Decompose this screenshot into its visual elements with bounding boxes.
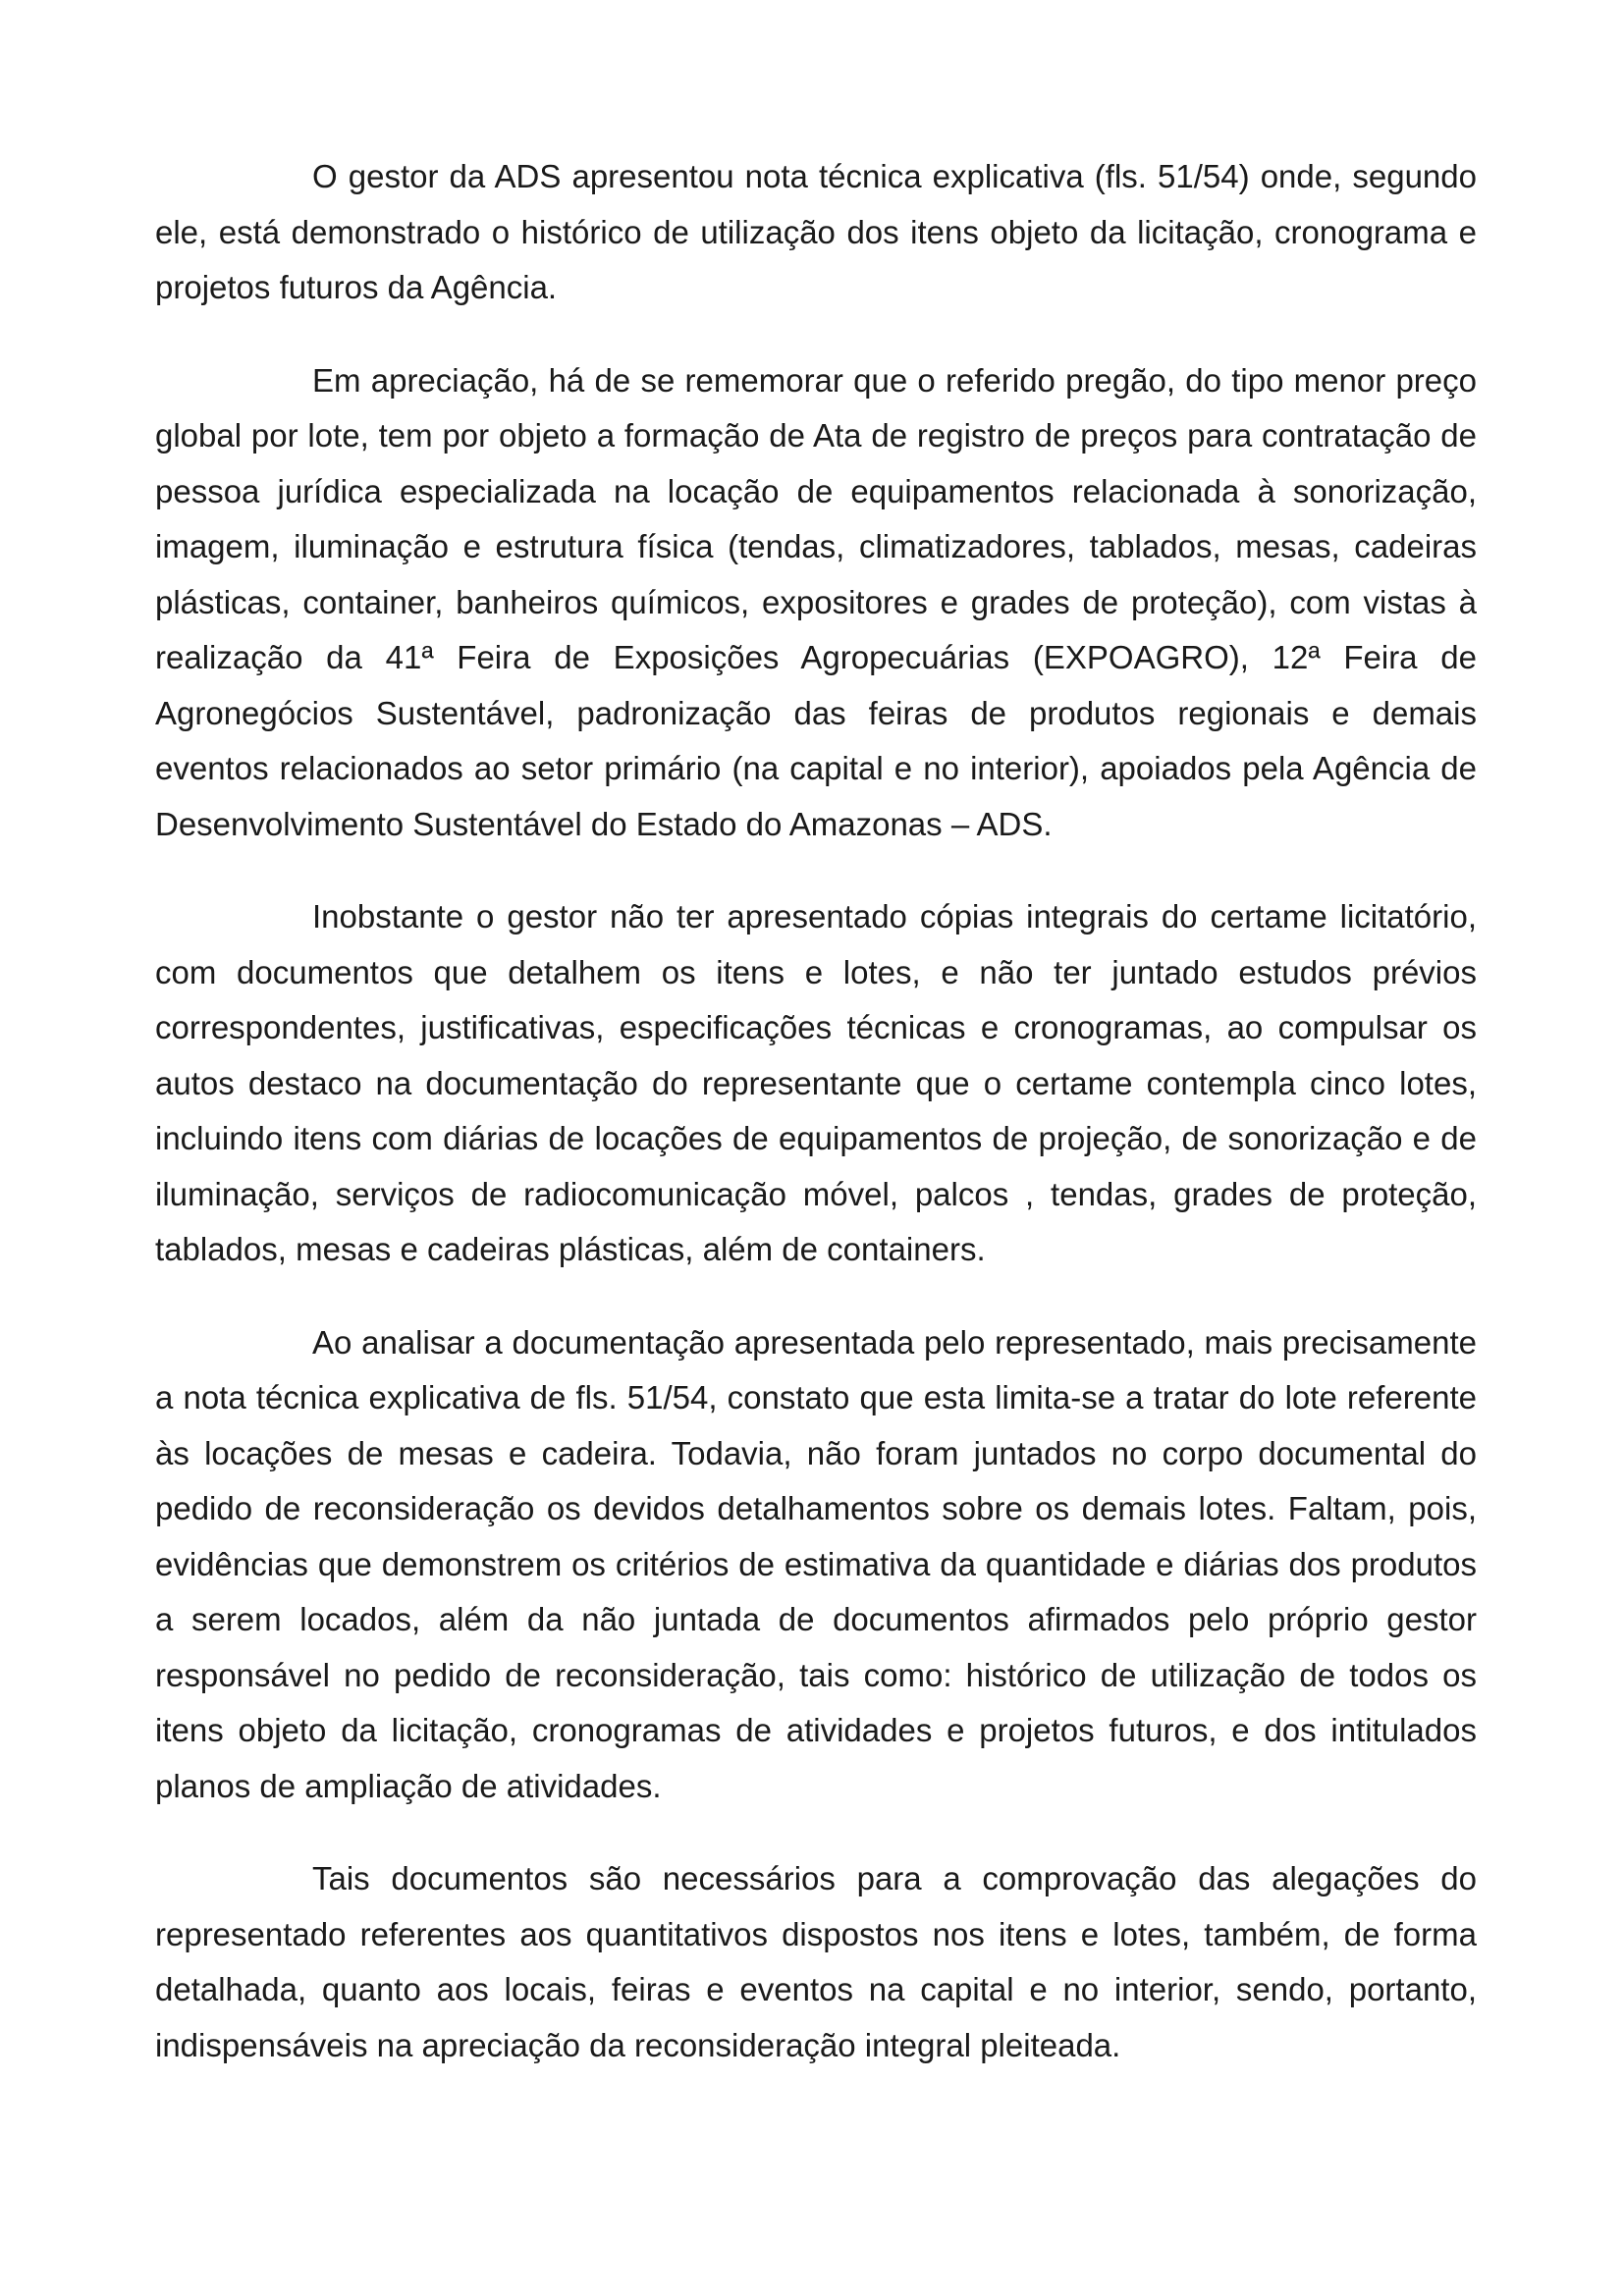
paragraph-3: Inobstante o gestor não ter apresentado cópias integrais do certame licitatório, com documentos que detalhem os itens e lotes, e não ter juntado estudos prévios correspondentes, justificativas, especificações técnicas e cronogramas, ao compulsar os autos destaco na documentação do representante que o certame contempla cinco lotes, incluindo itens com diárias de locações de equipamentos de projeção, de sonorização e de iluminação, serviços de radiocomunicação móvel, palcos , tendas, grades de proteção, tablados, mesas e cadeiras plásticas, além de containers. (155, 898, 1477, 1267)
paragraph-5: Tais documentos são necessários para a comprovação das alegações do representado referentes aos quantitativos dispostos nos itens e lotes, também, de forma detalhada, quanto aos locais, feiras e eventos na capital e no interior, sendo, portanto, indispensáveis na apreciação da reconsideração integral pleiteada. (155, 1860, 1477, 2063)
paragraph-4: Ao analisar a documentação apresentada pelo representado, mais precisamente a nota técnica explicativa de fls. 51/54, constato que esta limita-se a tratar do lote referente às locações de mesas e cadeira. Todavia, não foram juntados no corpo documental do pedido de reconsideração os devidos detalhamentos sobre os demais lotes. Faltam, pois, evidências que demonstrem os critérios de estimativa da quantidade e diárias dos produtos a serem locados, além da não juntada de documentos afirmados pelo próprio gestor responsável no pedido de reconsideração, tais como: histórico de utilização de todos os itens objeto da licitação, cronogramas de atividades e projetos futuros, e dos intitulados planos de ampliação de atividades. (155, 1323, 1477, 1804)
document-page (155, 149, 1477, 2073)
paragraph-2: Em apreciação, há de se rememorar que o referido pregão, do tipo menor preço global por lote, tem por objeto a formação de Ata de registro de preços para contratação de pessoa jurídica especializada na locação de equipamentos relacionada à sonorização, imagem, iluminação e estrutura física (tendas, climatizadores, tablados, mesas, cadeiras plásticas, container, banheiros químicos, expositores e grades de proteção), com vistas à realização da 41ª Feira de Exposições Agropecuárias (EXPOAGRO), 12ª Feira de Agronegócios Sustentável, padronização das feiras de produtos regionais e demais eventos relacionados ao setor primário (na capital e no interior), apoiados pela Agência de Desenvolvimento Sustentável do Estado do Amazonas – ADS. (155, 361, 1477, 842)
paragraph-1: O gestor da ADS apresentou nota técnica explicativa (fls. 51/54) onde, segundo ele, está demonstrado o histórico de utilização dos itens objeto da licitação, cronograma e projetos futuros da Agência. (155, 158, 1477, 305)
